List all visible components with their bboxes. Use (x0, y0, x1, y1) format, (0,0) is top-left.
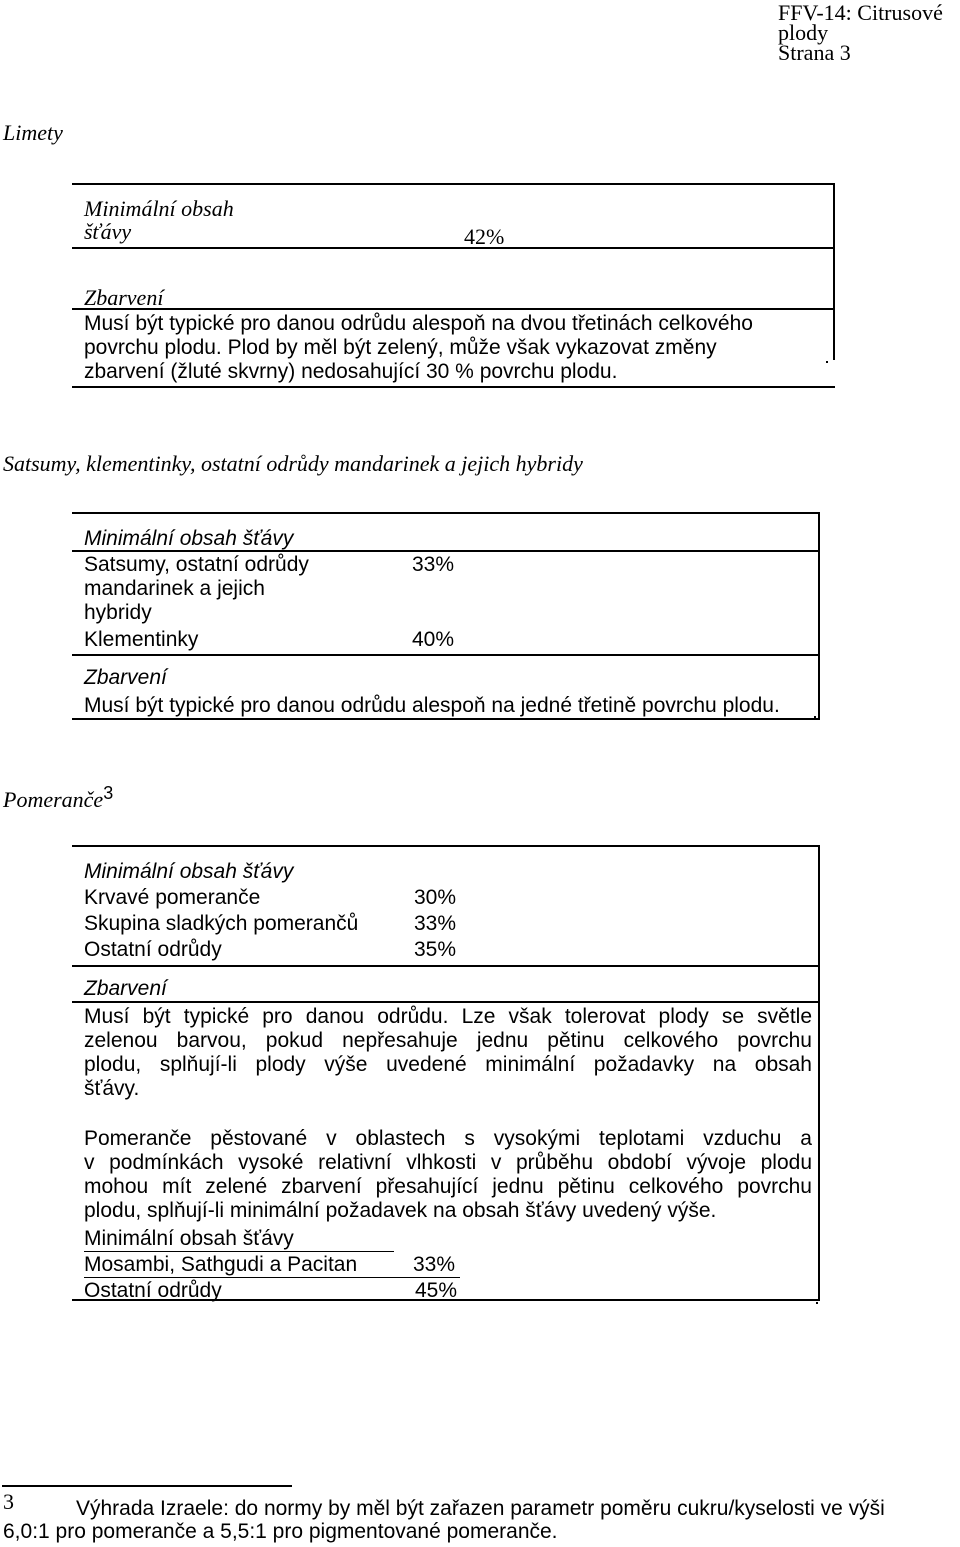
pomerance-para2-line: Pomeranče pěstované v oblastech s vysokými teplotami vzduchu a (84, 1127, 812, 1150)
footnote-separator (2, 1485, 292, 1487)
limety-row-divider (72, 247, 835, 249)
pomerance-row-value: 30% (414, 886, 457, 909)
section-title-satsumy: Satsumy, klementinky, ostatní odrůdy mandarinek a jejich hybridy (3, 451, 583, 476)
section-title-limety: Limety (3, 120, 63, 145)
satsumy-row1-label: mandarinek a jejich (84, 577, 265, 600)
pomerance-para2-line: v podmínkách vysoké relativní vlhkosti v průběhu období vývoje plodu (84, 1151, 812, 1174)
satsumy-juice-label: Minimální obsah šťávy (84, 527, 294, 550)
pomerance-color-divider (72, 965, 820, 967)
limety-color-label: Zbarvení (84, 285, 164, 310)
limety-color-divider (72, 308, 835, 310)
table-end-mark (816, 1302, 818, 1304)
satsumy-row1-label: Satsumy, ostatní odrůdy (84, 553, 309, 576)
pomerance-row-label: Ostatní odrůdy (84, 938, 222, 961)
limety-color-line: Musí být typické pro danou odrůdu alespoň na dvou třetinách celkového (84, 312, 753, 335)
pomerance-row2-value: 33% (413, 1253, 456, 1276)
pomerance-para1-line: Musí být typické pro danou odrůdu. Lze však tolerovat plody se světle (84, 1005, 812, 1028)
footnote-reference: 3 (103, 783, 114, 803)
pomerance-row-value: 33% (414, 912, 457, 935)
limety-color-line: zbarvení (žluté skvrny) nedosahující 30 % povrchu plodu. (84, 360, 618, 383)
satsumy-row1-value: 33% (412, 553, 455, 576)
pomerance-para1-line: šťávy. (84, 1077, 140, 1100)
pomerance-row-label: Krvavé pomeranče (84, 886, 261, 909)
satsumy-color-label: Zbarvení (84, 666, 167, 689)
underline (84, 1277, 460, 1278)
limety-juice-label-1: Minimální obsah (84, 196, 234, 221)
pomerance-juice-label: Minimální obsah šťávy (84, 860, 294, 883)
pomerance-row2-label: Ostatní odrůdy (84, 1279, 222, 1302)
footnote-text-line2: 6,0:1 pro pomeranče a 5,5:1 pro pigmentované pomeranče. (3, 1520, 558, 1543)
header-title-line2: plody (778, 20, 829, 45)
pomerance-row-value: 35% (414, 938, 457, 961)
pomerance-para2-line: mohou mít zelené zbarvení přesahující jednu pětinu celkového povrchu (84, 1175, 812, 1198)
limety-juice-value: 42% (464, 224, 505, 249)
footnote-number: 3 (3, 1489, 14, 1514)
section-title-pomerance (3, 783, 113, 813)
underline (84, 1251, 394, 1252)
limety-table-bottom (72, 386, 835, 388)
satsumy-table-bottom (72, 718, 820, 720)
pomerance-para1-line: plodu, splňují-li plody výše uvedené minimální požadavky na obsah (84, 1053, 812, 1076)
pomerance-row2-label: Mosambi, Sathgudi a Pacitan (84, 1253, 358, 1276)
pomerance-row2-value: 45% (415, 1279, 458, 1302)
header-page-number: Strana 3 (778, 40, 851, 65)
section-title-text: Pomeranče (3, 787, 104, 812)
pomerance-para1-line: zelenou barvou, pokud nepřesahuje jednu pětinu celkového povrchu (84, 1029, 812, 1052)
footnote-text-line1: Výhrada Izraele: do normy by měl být zařazen parametr poměru cukru/kyselosti ve výši (76, 1497, 885, 1520)
pomerance-juice-label-2: Minimální obsah šťávy (84, 1227, 294, 1250)
satsumy-row2-value: 40% (412, 628, 455, 651)
pomerance-row-divider (72, 1001, 820, 1003)
pomerance-color-label: Zbarvení (84, 977, 167, 1000)
header-title-line1: FFV-14: Citrusové (778, 0, 943, 25)
limety-color-line: povrchu plodu. Plod by měl být zelený, může však vykazovat změny (84, 336, 717, 359)
pomerance-para2-line: plodu, splňují-li minimální požadavek na obsah šťávy uvedený výše. (84, 1199, 717, 1222)
satsumy-color-text: Musí být typické pro danou odrůdu alespoň na jedné třetině povrchu plodu. (84, 694, 780, 717)
limety-juice-label-2: šťávy (84, 219, 132, 244)
satsumy-row1-label: hybridy (84, 601, 152, 624)
table-end-mark (814, 716, 816, 718)
satsumy-color-divider (72, 654, 820, 656)
pomerance-row-label: Skupina sladkých pomerančů (84, 912, 359, 935)
satsumy-row2-label: Klementinky (84, 628, 199, 651)
table-end-mark (826, 361, 828, 363)
